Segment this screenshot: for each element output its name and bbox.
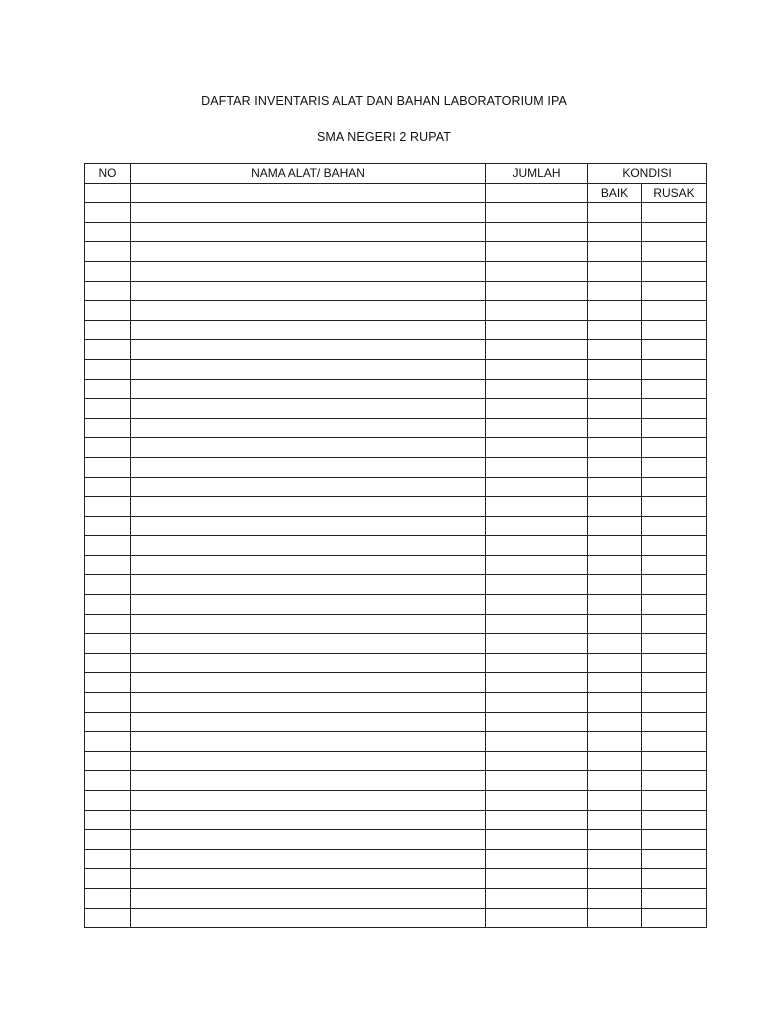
cell-no xyxy=(85,830,131,850)
cell-nama xyxy=(131,379,486,399)
cell-baik xyxy=(588,712,642,732)
cell-nama xyxy=(131,203,486,223)
cell-nama xyxy=(131,614,486,634)
cell-no xyxy=(85,869,131,889)
cell-jumlah xyxy=(486,359,588,379)
cell-baik xyxy=(588,908,642,928)
cell-jumlah xyxy=(486,497,588,517)
table-row xyxy=(85,340,707,360)
cell-jumlah xyxy=(486,340,588,360)
cell-no xyxy=(85,634,131,654)
table-row xyxy=(85,261,707,281)
cell-no xyxy=(85,457,131,477)
cell-jumlah xyxy=(486,634,588,654)
table-row xyxy=(85,242,707,262)
cell-jumlah xyxy=(486,849,588,869)
inventory-table-body xyxy=(85,164,707,928)
subheader-row xyxy=(85,183,707,203)
cell-baik xyxy=(588,693,642,713)
cell-rusak xyxy=(642,457,707,477)
cell-jumlah xyxy=(486,653,588,673)
cell-nama xyxy=(131,771,486,791)
table-row xyxy=(85,888,707,908)
cell-rusak xyxy=(642,634,707,654)
table-row xyxy=(85,869,707,889)
cell-baik xyxy=(588,457,642,477)
cell-nama xyxy=(131,791,486,811)
cell-nama xyxy=(131,536,486,556)
cell-rusak xyxy=(642,673,707,693)
table-row xyxy=(85,732,707,752)
cell-nama xyxy=(131,320,486,340)
cell-nama xyxy=(131,732,486,752)
cell-jumlah xyxy=(486,261,588,281)
inventory-table xyxy=(84,163,707,928)
cell-nama xyxy=(131,751,486,771)
cell-nama xyxy=(131,418,486,438)
cell-jumlah xyxy=(486,222,588,242)
cell-rusak xyxy=(642,869,707,889)
header-kondisi: KONDISI xyxy=(588,164,707,184)
cell-no xyxy=(85,751,131,771)
cell-no xyxy=(85,301,131,321)
cell-jumlah xyxy=(486,712,588,732)
cell-rusak xyxy=(642,379,707,399)
header-no: NO xyxy=(85,164,131,184)
table-row xyxy=(85,712,707,732)
header-row xyxy=(85,164,707,184)
cell-rusak xyxy=(642,888,707,908)
cell-no xyxy=(85,771,131,791)
cell-rusak xyxy=(642,614,707,634)
cell-rusak xyxy=(642,712,707,732)
cell-no xyxy=(85,908,131,928)
cell-jumlah xyxy=(486,888,588,908)
table-row xyxy=(85,595,707,615)
document-subtitle: SMA NEGERI 2 RUPAT xyxy=(316,130,451,144)
cell-baik xyxy=(588,634,642,654)
cell-jumlah xyxy=(486,869,588,889)
cell-jumlah xyxy=(486,281,588,301)
cell-jumlah xyxy=(486,418,588,438)
cell-no xyxy=(85,849,131,869)
cell-no xyxy=(85,712,131,732)
header-rusak: RUSAK xyxy=(642,183,707,203)
cell-rusak xyxy=(642,320,707,340)
cell-no xyxy=(85,497,131,517)
cell-jumlah xyxy=(486,399,588,419)
cell-baik xyxy=(588,595,642,615)
cell-baik xyxy=(588,888,642,908)
header-jumlah: JUMLAH xyxy=(486,164,588,184)
table-row xyxy=(85,477,707,497)
cell-nama xyxy=(131,575,486,595)
cell-baik xyxy=(588,438,642,458)
cell-baik xyxy=(588,222,642,242)
cell-rusak xyxy=(642,908,707,928)
cell-baik xyxy=(588,614,642,634)
table-row xyxy=(85,791,707,811)
subheader-nama-cell xyxy=(131,183,486,203)
cell-baik xyxy=(588,791,642,811)
cell-nama xyxy=(131,399,486,419)
table-row xyxy=(85,281,707,301)
table-row xyxy=(85,908,707,928)
cell-no xyxy=(85,203,131,223)
cell-jumlah xyxy=(486,673,588,693)
subheader-no-cell xyxy=(85,183,131,203)
cell-baik xyxy=(588,418,642,438)
cell-no xyxy=(85,516,131,536)
cell-nama xyxy=(131,261,486,281)
table-row xyxy=(85,653,707,673)
cell-rusak xyxy=(642,536,707,556)
cell-baik xyxy=(588,830,642,850)
cell-jumlah xyxy=(486,575,588,595)
cell-no xyxy=(85,673,131,693)
table-row xyxy=(85,438,707,458)
cell-baik xyxy=(588,555,642,575)
cell-nama xyxy=(131,438,486,458)
cell-jumlah xyxy=(486,614,588,634)
cell-rusak xyxy=(642,497,707,517)
cell-baik xyxy=(588,810,642,830)
cell-rusak xyxy=(642,653,707,673)
cell-baik xyxy=(588,516,642,536)
table-row xyxy=(85,222,707,242)
cell-no xyxy=(85,320,131,340)
cell-no xyxy=(85,222,131,242)
cell-nama xyxy=(131,653,486,673)
cell-no xyxy=(85,242,131,262)
cell-jumlah xyxy=(486,791,588,811)
table-row xyxy=(85,301,707,321)
cell-no xyxy=(85,595,131,615)
cell-rusak xyxy=(642,830,707,850)
cell-jumlah xyxy=(486,457,588,477)
cell-rusak xyxy=(642,340,707,360)
table-row xyxy=(85,810,707,830)
cell-nama xyxy=(131,359,486,379)
cell-baik xyxy=(588,732,642,752)
cell-no xyxy=(85,536,131,556)
cell-baik xyxy=(588,399,642,419)
table-row xyxy=(85,497,707,517)
cell-no xyxy=(85,340,131,360)
cell-baik xyxy=(588,653,642,673)
subheader-jumlah-cell xyxy=(486,183,588,203)
cell-jumlah xyxy=(486,438,588,458)
cell-nama xyxy=(131,830,486,850)
cell-nama xyxy=(131,810,486,830)
cell-baik xyxy=(588,673,642,693)
cell-baik xyxy=(588,301,642,321)
cell-rusak xyxy=(642,771,707,791)
cell-jumlah xyxy=(486,693,588,713)
cell-nama xyxy=(131,555,486,575)
cell-jumlah xyxy=(486,536,588,556)
cell-baik xyxy=(588,751,642,771)
table-row xyxy=(85,203,707,223)
table-row xyxy=(85,516,707,536)
table-row xyxy=(85,555,707,575)
table-row xyxy=(85,399,707,419)
cell-rusak xyxy=(642,477,707,497)
cell-rusak xyxy=(642,732,707,752)
cell-baik xyxy=(588,379,642,399)
cell-jumlah xyxy=(486,203,588,223)
cell-nama xyxy=(131,340,486,360)
cell-nama xyxy=(131,497,486,517)
cell-nama xyxy=(131,477,486,497)
cell-baik xyxy=(588,477,642,497)
cell-no xyxy=(85,438,131,458)
cell-jumlah xyxy=(486,595,588,615)
table-row xyxy=(85,614,707,634)
cell-no xyxy=(85,379,131,399)
cell-no xyxy=(85,653,131,673)
cell-nama xyxy=(131,693,486,713)
cell-jumlah xyxy=(486,477,588,497)
cell-nama xyxy=(131,281,486,301)
cell-rusak xyxy=(642,242,707,262)
cell-no xyxy=(85,261,131,281)
cell-jumlah xyxy=(486,810,588,830)
cell-baik xyxy=(588,242,642,262)
table-row xyxy=(85,849,707,869)
cell-nama xyxy=(131,712,486,732)
cell-rusak xyxy=(642,222,707,242)
table-row xyxy=(85,536,707,556)
cell-no xyxy=(85,359,131,379)
cell-nama xyxy=(131,849,486,869)
document-title: DAFTAR INVENTARIS ALAT DAN BAHAN LABORATORIUM IPA xyxy=(201,94,567,108)
cell-rusak xyxy=(642,301,707,321)
header-baik: BAIK xyxy=(588,183,642,203)
cell-rusak xyxy=(642,418,707,438)
table-row xyxy=(85,359,707,379)
cell-nama xyxy=(131,222,486,242)
cell-baik xyxy=(588,281,642,301)
cell-jumlah xyxy=(486,379,588,399)
cell-baik xyxy=(588,203,642,223)
cell-nama xyxy=(131,869,486,889)
cell-rusak xyxy=(642,399,707,419)
cell-rusak xyxy=(642,810,707,830)
cell-baik xyxy=(588,320,642,340)
cell-baik xyxy=(588,575,642,595)
table-row xyxy=(85,673,707,693)
cell-jumlah xyxy=(486,516,588,536)
cell-rusak xyxy=(642,359,707,379)
cell-no xyxy=(85,477,131,497)
cell-no xyxy=(85,791,131,811)
table-row xyxy=(85,379,707,399)
table-row xyxy=(85,751,707,771)
cell-rusak xyxy=(642,261,707,281)
table-row xyxy=(85,771,707,791)
cell-no xyxy=(85,732,131,752)
cell-baik xyxy=(588,261,642,281)
cell-baik xyxy=(588,849,642,869)
cell-nama xyxy=(131,242,486,262)
cell-rusak xyxy=(642,791,707,811)
cell-rusak xyxy=(642,516,707,536)
cell-no xyxy=(85,281,131,301)
table-row xyxy=(85,418,707,438)
cell-rusak xyxy=(642,438,707,458)
cell-no xyxy=(85,888,131,908)
cell-jumlah xyxy=(486,751,588,771)
cell-nama xyxy=(131,888,486,908)
cell-baik xyxy=(588,359,642,379)
table-row xyxy=(85,830,707,850)
cell-no xyxy=(85,810,131,830)
cell-rusak xyxy=(642,595,707,615)
cell-rusak xyxy=(642,203,707,223)
cell-nama xyxy=(131,457,486,477)
cell-rusak xyxy=(642,751,707,771)
cell-baik xyxy=(588,771,642,791)
cell-jumlah xyxy=(486,555,588,575)
cell-nama xyxy=(131,516,486,536)
cell-rusak xyxy=(642,693,707,713)
cell-baik xyxy=(588,340,642,360)
cell-jumlah xyxy=(486,830,588,850)
cell-jumlah xyxy=(486,320,588,340)
cell-rusak xyxy=(642,575,707,595)
cell-no xyxy=(85,575,131,595)
cell-no xyxy=(85,418,131,438)
cell-jumlah xyxy=(486,908,588,928)
table-row xyxy=(85,457,707,477)
cell-no xyxy=(85,614,131,634)
table-row xyxy=(85,634,707,654)
table-row xyxy=(85,320,707,340)
cell-jumlah xyxy=(486,732,588,752)
cell-jumlah xyxy=(486,301,588,321)
cell-no xyxy=(85,399,131,419)
cell-no xyxy=(85,693,131,713)
cell-nama xyxy=(131,908,486,928)
cell-nama xyxy=(131,673,486,693)
cell-baik xyxy=(588,869,642,889)
header-nama: NAMA ALAT/ BAHAN xyxy=(131,164,486,184)
cell-baik xyxy=(588,497,642,517)
cell-nama xyxy=(131,634,486,654)
cell-no xyxy=(85,555,131,575)
table-row xyxy=(85,575,707,595)
cell-rusak xyxy=(642,555,707,575)
cell-nama xyxy=(131,595,486,615)
table-row xyxy=(85,693,707,713)
cell-rusak xyxy=(642,281,707,301)
cell-rusak xyxy=(642,849,707,869)
cell-baik xyxy=(588,536,642,556)
cell-nama xyxy=(131,301,486,321)
cell-jumlah xyxy=(486,771,588,791)
cell-jumlah xyxy=(486,242,588,262)
